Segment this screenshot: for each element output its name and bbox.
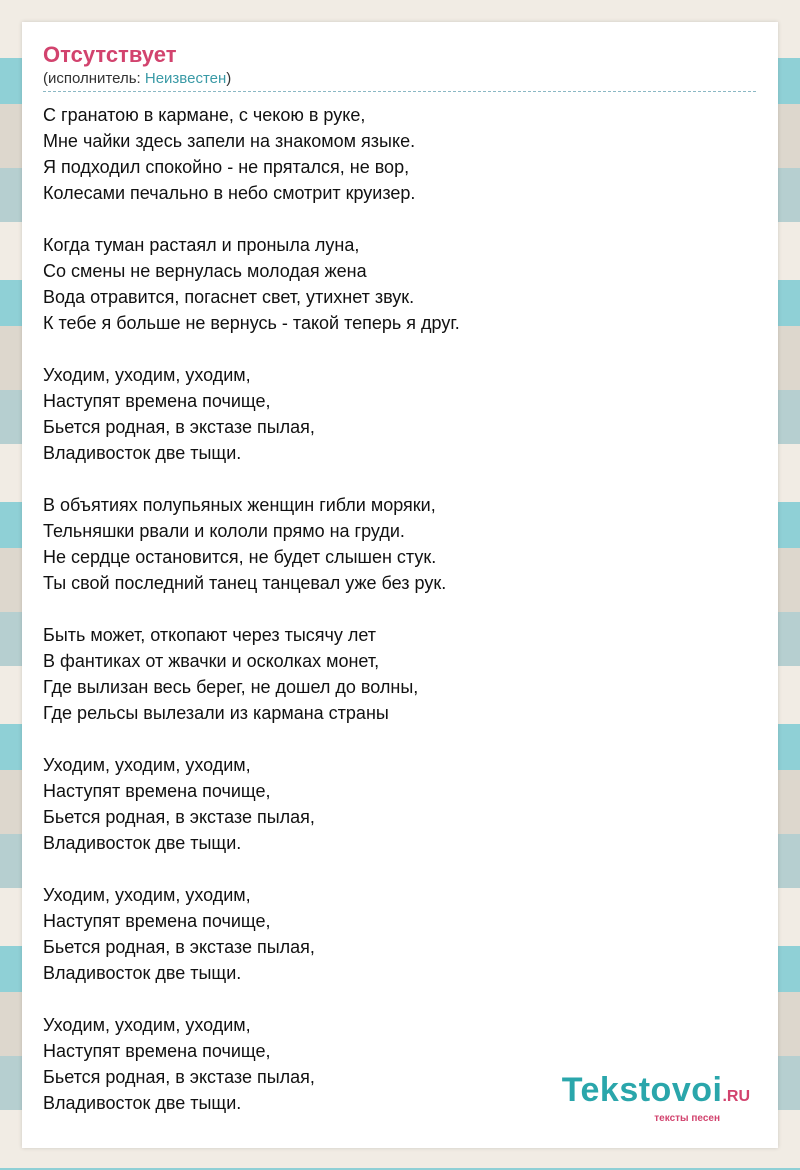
- lyric-line: Бьется родная, в экстазе пылая,: [43, 417, 315, 437]
- lyric-line: Наступят времена почище,: [43, 1041, 271, 1061]
- lyric-line: Уходим, уходим, уходим,: [43, 755, 251, 775]
- chorus-stanza: [43, 882, 756, 986]
- lyric-line: Бьется родная, в экстазе пылая,: [43, 807, 315, 827]
- lyric-line: Наступят времена почище,: [43, 911, 271, 931]
- song-title: Отсутствует: [43, 42, 177, 67]
- lyric-line: С гранатою в кармане, с чекою в руке,: [43, 105, 366, 125]
- lyric-line: Я подходил спокойно - не прятался, не вор,: [43, 157, 410, 177]
- lyric-line: Владивосток две тыщи.: [43, 1093, 242, 1113]
- lyric-line: Быть может, откопают через тысячу лет: [43, 625, 377, 645]
- lyric-line: Тельняшки рвали и кололи прямо на груди.: [43, 521, 405, 541]
- stanza: [43, 492, 756, 596]
- lyric-line: Уходим, уходим, уходим,: [43, 885, 251, 905]
- chorus-stanza: [43, 362, 756, 466]
- logo-brand: Tekstovoi: [561, 1071, 723, 1109]
- chorus-stanza: [43, 752, 756, 856]
- artist-link[interactable]: Неизвестен: [144, 70, 227, 87]
- stanza: [43, 232, 756, 336]
- lyrics-body: [43, 102, 756, 1116]
- lyric-line: Наступят времена почище,: [43, 391, 271, 411]
- lyric-line: Вода отравится, погаснет свет, утихнет звук.: [43, 287, 415, 307]
- logo-wordmark: [562, 1073, 750, 1114]
- byline-prefix: (исполнитель:: [43, 70, 145, 87]
- lyric-line: К тебе я больше не вернусь - такой теперь я друг.: [43, 313, 460, 333]
- lyric-line: Бьется родная, в экстазе пылая,: [43, 1067, 315, 1087]
- lyric-line: В фантиках от жвачки и осколках монет,: [43, 651, 380, 671]
- lyric-line: Владивосток две тыщи.: [43, 963, 242, 983]
- lyric-line: Когда туман растаял и проныла луна,: [43, 235, 360, 255]
- logo-tagline: тексты песен: [654, 1113, 720, 1124]
- lyric-line: Уходим, уходим, уходим,: [43, 365, 251, 385]
- lyric-line: Не сердце остановится, не будет слышен стук.: [43, 547, 437, 567]
- lyric-line: Колесами печально в небо смотрит круизер.: [43, 183, 416, 203]
- artist-byline: [43, 69, 756, 92]
- lyric-line: Мне чайки здесь запели на знакомом языке.: [43, 131, 416, 151]
- stanza: [43, 102, 756, 206]
- lyric-line: Ты свой последний танец танцевал уже без рук.: [43, 573, 447, 593]
- lyric-line: В объятиях полупьяных женщин гибли моряки,: [43, 495, 436, 515]
- site-watermark-logo: [562, 1073, 750, 1124]
- lyric-line: Со смены не вернулась молодая жена: [43, 261, 367, 281]
- lyric-line: Владивосток две тыщи.: [43, 443, 242, 463]
- lyric-line: Уходим, уходим, уходим,: [43, 1015, 251, 1035]
- logo-tld: .RU: [722, 1088, 750, 1105]
- lyric-line: Где вылизан весь берег, не дошел до волны,: [43, 677, 419, 697]
- stanza: [43, 622, 756, 726]
- lyric-line: Где рельсы вылезали из кармана страны: [43, 703, 389, 723]
- byline-suffix: ): [226, 70, 232, 87]
- lyric-line: Бьется родная, в экстазе пылая,: [43, 937, 315, 957]
- lyric-line: Наступят времена почище,: [43, 781, 271, 801]
- lyric-line: Владивосток две тыщи.: [43, 833, 242, 853]
- lyrics-card: [22, 22, 778, 1148]
